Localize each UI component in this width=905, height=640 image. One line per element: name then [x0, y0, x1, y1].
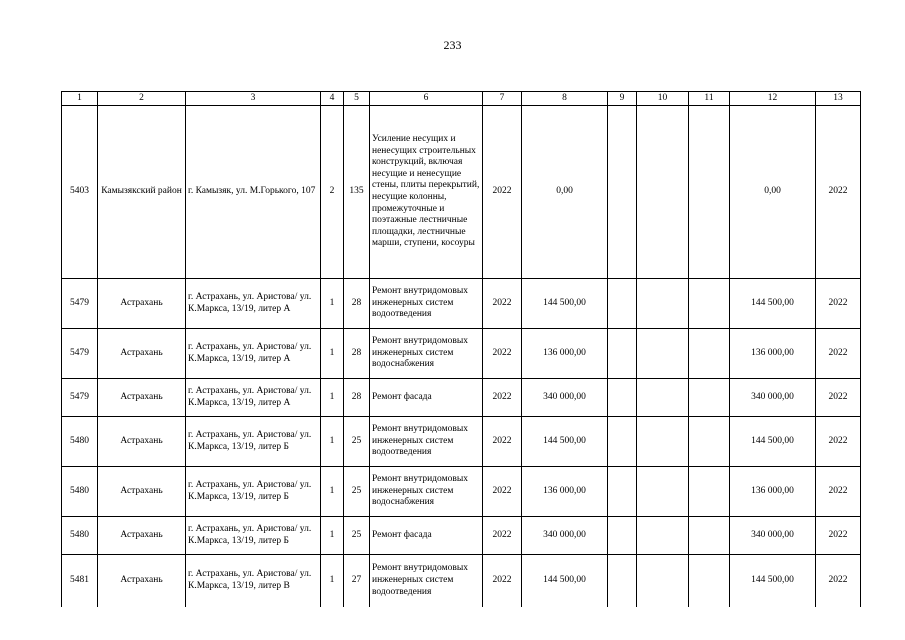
- cell-work-type: Ремонт внутридомовых инженерных систем водоснабжения: [370, 467, 483, 517]
- cell-col9: [608, 517, 637, 555]
- cell-end-year: 2022: [816, 467, 861, 517]
- cell-col10: [637, 329, 689, 379]
- cell-col9: [608, 279, 637, 329]
- cell-col5: 27: [344, 555, 370, 607]
- cell-end-year: 2022: [816, 417, 861, 467]
- cell-cost: 144 500,00: [522, 279, 608, 329]
- header-cell: 5: [344, 92, 370, 106]
- cell-year: 2022: [483, 467, 522, 517]
- cell-total: 136 000,00: [730, 467, 816, 517]
- cell-cost: 0,00: [522, 106, 608, 279]
- cell-address: г. Астрахань, ул. Аристова/ ул. К.Маркса, 13/19, литер Б: [186, 517, 321, 555]
- cell-cost: 136 000,00: [522, 467, 608, 517]
- cell-year: 2022: [483, 379, 522, 417]
- cell-work-type: Ремонт внутридомовых инженерных систем водоотведения: [370, 279, 483, 329]
- cell-district: Астрахань: [98, 379, 186, 417]
- cell-end-year: 2022: [816, 555, 861, 607]
- header-cell: 11: [689, 92, 730, 106]
- cell-col4: 1: [321, 417, 344, 467]
- cell-col4: 1: [321, 467, 344, 517]
- cell-col5: 25: [344, 517, 370, 555]
- cell-district: Астрахань: [98, 467, 186, 517]
- cell-col9: [608, 329, 637, 379]
- cell-col5: 25: [344, 467, 370, 517]
- cell-total: 0,00: [730, 106, 816, 279]
- cell-end-year: 2022: [816, 106, 861, 279]
- cell-total: 144 500,00: [730, 417, 816, 467]
- cell-col5: 135: [344, 106, 370, 279]
- cell-district: Астрахань: [98, 417, 186, 467]
- works-table: [61, 91, 861, 607]
- cell-col10: [637, 467, 689, 517]
- cell-number: 5480: [62, 467, 98, 517]
- cell-total: 144 500,00: [730, 555, 816, 607]
- cell-cost: 144 500,00: [522, 417, 608, 467]
- cell-cost: 144 500,00: [522, 555, 608, 607]
- cell-col10: [637, 279, 689, 329]
- cell-col4: 2: [321, 106, 344, 279]
- cell-total: 340 000,00: [730, 517, 816, 555]
- cell-col11: [689, 106, 730, 279]
- cell-col9: [608, 417, 637, 467]
- cell-year: 2022: [483, 417, 522, 467]
- header-cell: 13: [816, 92, 861, 106]
- cell-end-year: 2022: [816, 379, 861, 417]
- cell-address: г. Астрахань, ул. Аристова/ ул. К.Маркса, 13/19, литер А: [186, 329, 321, 379]
- cell-col4: 1: [321, 517, 344, 555]
- table-row: [62, 106, 861, 279]
- header-cell: 1: [62, 92, 98, 106]
- cell-number: 5403: [62, 106, 98, 279]
- cell-number: 5479: [62, 379, 98, 417]
- table-row: [62, 329, 861, 379]
- cell-number: 5479: [62, 279, 98, 329]
- cell-year: 2022: [483, 106, 522, 279]
- cell-end-year: 2022: [816, 517, 861, 555]
- header-cell: 12: [730, 92, 816, 106]
- cell-col11: [689, 555, 730, 607]
- page-number: 233: [443, 38, 462, 52]
- cell-col9: [608, 106, 637, 279]
- cell-cost: 340 000,00: [522, 379, 608, 417]
- cell-col9: [608, 555, 637, 607]
- cell-year: 2022: [483, 517, 522, 555]
- cell-col5: 28: [344, 329, 370, 379]
- cell-col11: [689, 417, 730, 467]
- cell-col4: 1: [321, 555, 344, 607]
- header-cell: 3: [186, 92, 321, 106]
- cell-col10: [637, 417, 689, 467]
- cell-number: 5480: [62, 417, 98, 467]
- cell-year: 2022: [483, 329, 522, 379]
- cell-end-year: 2022: [816, 329, 861, 379]
- cell-total: 144 500,00: [730, 279, 816, 329]
- cell-district: Астрахань: [98, 279, 186, 329]
- cell-col10: [637, 106, 689, 279]
- cell-year: 2022: [483, 279, 522, 329]
- header-row: [62, 92, 861, 106]
- cell-total: 136 000,00: [730, 329, 816, 379]
- cell-address: г. Астрахань, ул. Аристова/ ул. К.Маркса, 13/19, литер Б: [186, 467, 321, 517]
- cell-work-type: Ремонт внутридомовых инженерных систем водоотведения: [370, 417, 483, 467]
- cell-address: г. Астрахань, ул. Аристова/ ул. К.Маркса, 13/19, литер А: [186, 279, 321, 329]
- cell-col10: [637, 555, 689, 607]
- cell-cost: 136 000,00: [522, 329, 608, 379]
- table-row: [62, 417, 861, 467]
- cell-year: 2022: [483, 555, 522, 607]
- table-row: [62, 279, 861, 329]
- cell-col5: 28: [344, 279, 370, 329]
- table-row: [62, 555, 861, 607]
- cell-cost: 340 000,00: [522, 517, 608, 555]
- cell-work-type: Ремонт внутридомовых инженерных систем водоотведения: [370, 555, 483, 607]
- cell-district: Астрахань: [98, 555, 186, 607]
- header-cell: 9: [608, 92, 637, 106]
- cell-col4: 1: [321, 279, 344, 329]
- cell-address: г. Астрахань, ул. Аристова/ ул. К.Маркса, 13/19, литер А: [186, 379, 321, 417]
- cell-work-type: Ремонт внутридомовых инженерных систем водоснабжения: [370, 329, 483, 379]
- cell-number: 5481: [62, 555, 98, 607]
- cell-col11: [689, 279, 730, 329]
- cell-address: г. Камызяк, ул. М.Горького, 107: [186, 106, 321, 279]
- cell-col4: 1: [321, 329, 344, 379]
- cell-district: Астрахань: [98, 329, 186, 379]
- table-row: [62, 467, 861, 517]
- cell-col11: [689, 467, 730, 517]
- cell-col11: [689, 517, 730, 555]
- cell-col11: [689, 329, 730, 379]
- header-cell: 4: [321, 92, 344, 106]
- cell-col5: 25: [344, 417, 370, 467]
- cell-col10: [637, 379, 689, 417]
- cell-col9: [608, 379, 637, 417]
- table-row: [62, 517, 861, 555]
- cell-work-type: Усиление несущих и ненесущих строительных конструкций, включая несущие и ненесущие стены, плиты перекрытий, несущие колонны, промежуточные и поэтажные лестничные площадки, лестничные марши, ступени, косоуры: [370, 106, 483, 279]
- cell-total: 340 000,00: [730, 379, 816, 417]
- cell-col9: [608, 467, 637, 517]
- cell-col5: 28: [344, 379, 370, 417]
- cell-address: г. Астрахань, ул. Аристова/ ул. К.Маркса, 13/19, литер Б: [186, 417, 321, 467]
- cell-work-type: Ремонт фасада: [370, 517, 483, 555]
- cell-district: Астрахань: [98, 517, 186, 555]
- cell-number: 5480: [62, 517, 98, 555]
- header-cell: 8: [522, 92, 608, 106]
- table-row: [62, 379, 861, 417]
- cell-col10: [637, 517, 689, 555]
- cell-col11: [689, 379, 730, 417]
- cell-district: Камызякский район: [98, 106, 186, 279]
- header-cell: 2: [98, 92, 186, 106]
- header-cell: 10: [637, 92, 689, 106]
- cell-end-year: 2022: [816, 279, 861, 329]
- cell-number: 5479: [62, 329, 98, 379]
- cell-address: г. Астрахань, ул. Аристова/ ул. К.Маркса, 13/19, литер В: [186, 555, 321, 607]
- cell-work-type: Ремонт фасада: [370, 379, 483, 417]
- cell-col4: 1: [321, 379, 344, 417]
- header-cell: 7: [483, 92, 522, 106]
- header-cell: 6: [370, 92, 483, 106]
